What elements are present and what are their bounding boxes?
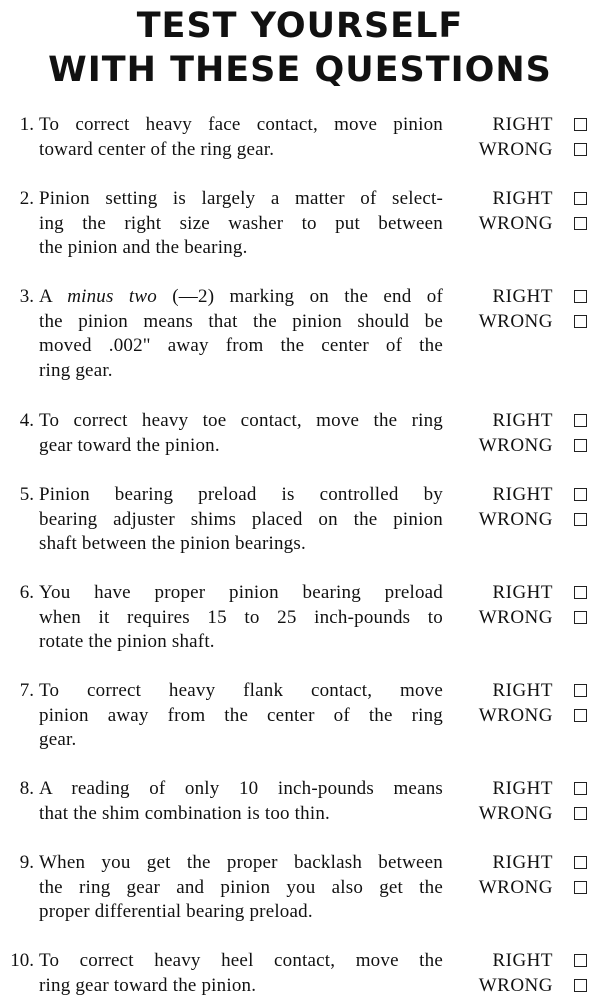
wrong-option-checkbox[interactable] — [574, 513, 587, 526]
right-option-label: RIGHT — [492, 582, 553, 603]
wrong-option-label: WRONG — [478, 606, 553, 628]
question-number: 8. — [19, 778, 34, 799]
right-option-checkbox[interactable] — [574, 954, 587, 967]
wrong-option-label: WRONG — [478, 138, 553, 160]
right-option — [460, 285, 592, 310]
wrong-option-checkbox[interactable] — [574, 881, 587, 894]
wrong-option — [460, 508, 592, 533]
answer-options — [460, 409, 592, 458]
right-option-label: RIGHT — [492, 680, 553, 701]
wrong-option — [460, 876, 592, 901]
question-text — [39, 777, 443, 826]
wrong-option-label: WRONG — [478, 212, 553, 234]
right-option-checkbox[interactable] — [574, 488, 587, 501]
question-text — [39, 679, 443, 753]
right-option — [460, 187, 592, 212]
question-line: Pinion bearing preload is controlled by — [39, 484, 443, 505]
question-item — [0, 187, 600, 258]
question-number: 7. — [19, 680, 34, 701]
question-line: bearing adjuster shims placed on the pinion — [39, 508, 443, 530]
wrong-option — [460, 974, 592, 999]
right-option — [460, 851, 592, 876]
question-item — [0, 113, 600, 160]
italic-term: minus two — [67, 286, 157, 307]
question-item — [0, 851, 600, 922]
wrong-option-checkbox[interactable] — [574, 979, 587, 992]
question-line: To correct heavy flank contact, move — [39, 680, 443, 701]
wrong-option — [460, 434, 592, 459]
question-line: A reading of only 10 inch-pounds means — [39, 778, 443, 799]
question-text — [39, 851, 443, 925]
question-text — [39, 949, 443, 998]
question-line: When you get the proper backlash between — [39, 852, 443, 873]
wrong-option-label: WRONG — [478, 974, 553, 996]
wrong-option-checkbox[interactable] — [574, 439, 587, 452]
question-line: the ring gear and pinion you also get the — [39, 876, 443, 898]
question-line: shaft between the pinion bearings. — [39, 533, 306, 554]
answer-options — [460, 679, 592, 728]
question-line: when it requires 15 to 25 inch-pounds to — [39, 606, 443, 628]
right-option — [460, 409, 592, 434]
question-text — [39, 113, 443, 162]
right-option-label: RIGHT — [492, 852, 553, 873]
right-option — [460, 113, 592, 138]
wrong-option-checkbox[interactable] — [574, 143, 587, 156]
question-item — [0, 285, 600, 381]
wrong-option-checkbox[interactable] — [574, 315, 587, 328]
right-option-label: RIGHT — [492, 778, 553, 799]
question-number: 4. — [19, 410, 34, 431]
right-option-checkbox[interactable] — [574, 192, 587, 205]
question-item — [0, 409, 600, 456]
question-line: ring gear. — [39, 359, 113, 381]
answer-options — [460, 483, 592, 532]
question-text — [39, 285, 443, 383]
wrong-option-label: WRONG — [478, 310, 553, 332]
question-line: gear. — [39, 729, 77, 750]
question-number: 5. — [19, 484, 34, 505]
wrong-option-label: WRONG — [478, 434, 553, 456]
question-line: ring gear toward the pinion. — [39, 974, 257, 996]
question-line: To correct heavy heel contact, move the — [39, 950, 443, 971]
title-line-2: WITH THESE QUESTIONS — [48, 50, 552, 90]
right-option-checkbox[interactable] — [574, 684, 587, 697]
question-line: the pinion means that the pinion should be — [39, 310, 443, 332]
question-line: Pinion setting is largely a matter of select- — [39, 188, 443, 209]
wrong-option-checkbox[interactable] — [574, 807, 587, 820]
question-line: gear toward the pinion. — [39, 434, 220, 456]
wrong-option — [460, 802, 592, 827]
wrong-option — [460, 138, 592, 163]
wrong-option — [460, 606, 592, 631]
right-option-checkbox[interactable] — [574, 782, 587, 795]
answer-options — [460, 777, 592, 826]
question-item — [0, 483, 600, 554]
question-line: proper differential bearing preload. — [39, 901, 313, 922]
question-text — [39, 483, 443, 557]
question-item — [0, 679, 600, 750]
page-title — [0, 0, 600, 92]
right-option-checkbox[interactable] — [574, 118, 587, 131]
wrong-option-label: WRONG — [478, 802, 553, 824]
answer-options — [460, 949, 592, 998]
right-option — [460, 679, 592, 704]
question-number: 2. — [19, 188, 34, 209]
question-number: 1. — [19, 114, 34, 135]
wrong-option — [460, 704, 592, 729]
question-number: 3. — [19, 286, 34, 307]
right-option — [460, 777, 592, 802]
question-line: You have proper pinion bearing preload — [39, 582, 443, 603]
question-text — [39, 581, 443, 655]
right-option-label: RIGHT — [492, 114, 553, 135]
wrong-option-checkbox[interactable] — [574, 217, 587, 230]
question-line: toward center of the ring gear. — [39, 138, 275, 160]
question-line: To correct heavy toe contact, move the ring — [39, 410, 443, 431]
wrong-option-label: WRONG — [478, 508, 553, 530]
answer-options — [460, 285, 592, 334]
answer-options — [460, 581, 592, 630]
wrong-option-label: WRONG — [478, 876, 553, 898]
right-option-checkbox[interactable] — [574, 856, 587, 869]
question-line: moved .002" away from the center of the — [39, 335, 443, 356]
right-option-checkbox[interactable] — [574, 290, 587, 303]
question-line: rotate the pinion shaft. — [39, 631, 215, 652]
question-line: To correct heavy face contact, move pinion — [39, 114, 443, 135]
question-number: 9. — [19, 852, 34, 873]
right-option-label: RIGHT — [492, 286, 553, 307]
question-line: that the shim combination is too thin. — [39, 802, 330, 824]
question-line: ing the right size washer to put between — [39, 212, 443, 234]
title-line-1: TEST YOURSELF — [136, 6, 464, 46]
wrong-option — [460, 310, 592, 335]
right-option-label: RIGHT — [492, 950, 553, 971]
question-text — [39, 187, 443, 261]
question-line: the pinion and the bearing. — [39, 237, 248, 258]
question-text — [39, 409, 443, 458]
right-option-label: RIGHT — [492, 188, 553, 209]
wrong-option-checkbox[interactable] — [574, 611, 587, 624]
question-line: pinion away from the center of the ring — [39, 704, 443, 726]
right-option-checkbox[interactable] — [574, 414, 587, 427]
answer-options — [460, 187, 592, 236]
answer-options — [460, 113, 592, 162]
right-option-label: RIGHT — [492, 484, 553, 505]
question-item — [0, 581, 600, 652]
right-option — [460, 949, 592, 974]
question-item — [0, 777, 600, 824]
right-option-checkbox[interactable] — [574, 586, 587, 599]
question-line: A minus two (—2) marking on the end of — [39, 286, 443, 307]
right-option — [460, 483, 592, 508]
question-item — [0, 949, 600, 996]
right-option — [460, 581, 592, 606]
answer-options — [460, 851, 592, 900]
right-option-label: RIGHT — [492, 410, 553, 431]
wrong-option-checkbox[interactable] — [574, 709, 587, 722]
question-number: 10. — [10, 950, 34, 971]
wrong-option-label: WRONG — [478, 704, 553, 726]
question-number: 6. — [19, 582, 34, 603]
wrong-option — [460, 212, 592, 237]
